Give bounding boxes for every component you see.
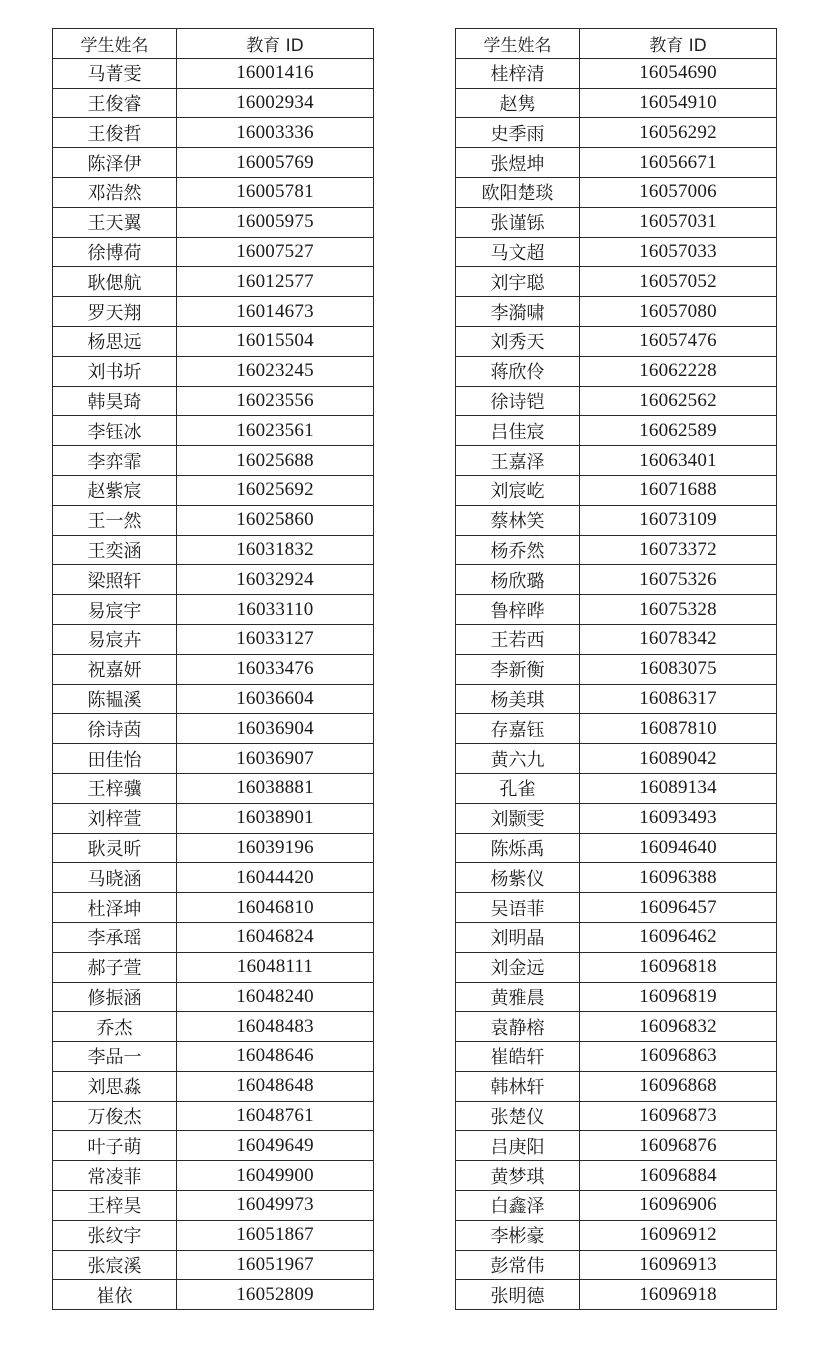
table-row [53, 297, 374, 327]
education-id-cell: 16012577 [177, 267, 374, 297]
education-id-cell: 16054690 [580, 58, 777, 88]
table-row [53, 833, 374, 863]
student-name-cell: 杜泽坤 [53, 893, 177, 923]
education-id-cell: 16031832 [177, 535, 374, 565]
education-id-cell: 16089042 [580, 744, 777, 774]
table-row [456, 803, 777, 833]
student-name-cell: 王若西 [456, 624, 580, 654]
student-name-cell: 王奕涵 [53, 535, 177, 565]
education-id-cell: 16075328 [580, 595, 777, 625]
education-id-cell: 16015504 [177, 326, 374, 356]
education-id-cell: 16096884 [580, 1161, 777, 1191]
student-name-cell: 赵隽 [456, 88, 580, 118]
education-id-cell: 16056292 [580, 118, 777, 148]
table-row [456, 863, 777, 893]
student-name-cell: 崔皓轩 [456, 1042, 580, 1072]
student-name-cell: 杨欣璐 [456, 565, 580, 595]
student-name-cell: 刘宸屹 [456, 475, 580, 505]
table-row [456, 177, 777, 207]
education-id-cell: 16096868 [580, 1071, 777, 1101]
table-row [53, 1161, 374, 1191]
education-id-cell: 16046824 [177, 922, 374, 952]
education-id-cell: 16096906 [580, 1191, 777, 1221]
student-name-cell: 修振涵 [53, 982, 177, 1012]
table-row [456, 88, 777, 118]
student-name-cell: 杨美琪 [456, 684, 580, 714]
table-row [456, 148, 777, 178]
table-row [456, 356, 777, 386]
table-row [53, 893, 374, 923]
education-id-cell: 16096873 [580, 1101, 777, 1131]
table-row [53, 237, 374, 267]
table-row [456, 714, 777, 744]
student-name-cell: 桂梓清 [456, 58, 580, 88]
table-row [456, 237, 777, 267]
student-name-cell: 耿偲航 [53, 267, 177, 297]
education-id-cell: 16048111 [177, 952, 374, 982]
table-row [53, 803, 374, 833]
education-id-cell: 16036604 [177, 684, 374, 714]
education-id-cell: 16096818 [580, 952, 777, 982]
table-row [456, 1250, 777, 1280]
education-id-cell: 16071688 [580, 475, 777, 505]
education-id-cell: 16062562 [580, 386, 777, 416]
student-name-cell: 刘明晶 [456, 922, 580, 952]
student-name-cell: 韩林轩 [456, 1071, 580, 1101]
table-row [53, 446, 374, 476]
student-name-cell: 史季雨 [456, 118, 580, 148]
education-id-cell: 16089134 [580, 773, 777, 803]
student-name-cell: 易宸卉 [53, 624, 177, 654]
table-row [456, 267, 777, 297]
education-id-cell: 16038901 [177, 803, 374, 833]
student-name-cell: 陈烁禹 [456, 833, 580, 863]
education-id-cell: 16048761 [177, 1101, 374, 1131]
student-name-cell: 张煜坤 [456, 148, 580, 178]
education-id-cell: 16083075 [580, 654, 777, 684]
student-name-cell: 张宸溪 [53, 1250, 177, 1280]
student-name-cell: 崔依 [53, 1280, 177, 1310]
table-row [456, 326, 777, 356]
student-name-cell: 王俊睿 [53, 88, 177, 118]
education-id-cell: 16051867 [177, 1220, 374, 1250]
header-row [456, 29, 777, 59]
student-name-cell: 孔雀 [456, 773, 580, 803]
student-name-cell: 张纹宇 [53, 1220, 177, 1250]
education-id-cell: 16056671 [580, 148, 777, 178]
education-id-cell: 16096388 [580, 863, 777, 893]
table-row [456, 1191, 777, 1221]
education-id-cell: 16033110 [177, 595, 374, 625]
student-name-cell: 叶子萌 [53, 1131, 177, 1161]
table-row [456, 624, 777, 654]
student-name-cell: 杨乔然 [456, 535, 580, 565]
table-row [53, 535, 374, 565]
education-id-cell: 16078342 [580, 624, 777, 654]
student-name-cell: 杨紫仪 [456, 863, 580, 893]
education-id-cell: 16087810 [580, 714, 777, 744]
education-id-cell: 16057052 [580, 267, 777, 297]
student-name-cell: 耿灵昕 [53, 833, 177, 863]
education-id-cell: 16007527 [177, 237, 374, 267]
student-name-cell: 马菁雯 [53, 58, 177, 88]
student-name-cell: 李承瑶 [53, 922, 177, 952]
table-row [456, 1131, 777, 1161]
student-name-cell: 吕佳宸 [456, 416, 580, 446]
student-table-right [455, 28, 777, 1310]
student-name-cell: 存嘉钰 [456, 714, 580, 744]
education-id-cell: 16096832 [580, 1012, 777, 1042]
education-id-cell: 16036904 [177, 714, 374, 744]
education-id-cell: 16096462 [580, 922, 777, 952]
student-name-cell: 赵紫宸 [53, 475, 177, 505]
student-table-left [52, 28, 374, 1310]
student-name-cell: 张楚仪 [456, 1101, 580, 1131]
table-row [456, 207, 777, 237]
table-row [53, 565, 374, 595]
table-row [53, 863, 374, 893]
table-row [53, 714, 374, 744]
table-row [456, 982, 777, 1012]
education-id-cell: 16057033 [580, 237, 777, 267]
student-name-cell: 欧阳楚琰 [456, 177, 580, 207]
student-name-cell: 蒋欣伶 [456, 356, 580, 386]
student-name-cell: 田佳怡 [53, 744, 177, 774]
table-row [456, 922, 777, 952]
table-row [456, 1012, 777, 1042]
student-name-cell: 陈韫溪 [53, 684, 177, 714]
table-row [456, 773, 777, 803]
table-row [53, 88, 374, 118]
column-header-id: 教育 ID [177, 29, 374, 59]
table-row [53, 1101, 374, 1131]
student-name-cell: 李彬豪 [456, 1220, 580, 1250]
student-name-cell: 马晓涵 [53, 863, 177, 893]
education-id-cell: 16005975 [177, 207, 374, 237]
student-name-cell: 黄雅晨 [456, 982, 580, 1012]
education-id-cell: 16025860 [177, 505, 374, 535]
student-name-cell: 徐博荷 [53, 237, 177, 267]
student-name-cell: 王梓骥 [53, 773, 177, 803]
student-name-cell: 刘思淼 [53, 1071, 177, 1101]
education-id-cell: 16096913 [580, 1250, 777, 1280]
student-name-cell: 马文超 [456, 237, 580, 267]
table-row [53, 773, 374, 803]
education-id-cell: 16057031 [580, 207, 777, 237]
student-name-cell: 张明德 [456, 1280, 580, 1310]
student-name-cell: 邓浩然 [53, 177, 177, 207]
education-id-cell: 16062228 [580, 356, 777, 386]
education-id-cell: 16049649 [177, 1131, 374, 1161]
student-name-cell: 罗天翔 [53, 297, 177, 327]
student-name-cell: 刘颢雯 [456, 803, 580, 833]
education-id-cell: 16051967 [177, 1250, 374, 1280]
student-name-cell: 乔杰 [53, 1012, 177, 1042]
student-name-cell: 王天翼 [53, 207, 177, 237]
education-id-cell: 16096863 [580, 1042, 777, 1072]
student-name-cell: 王嘉泽 [456, 446, 580, 476]
table-row [53, 267, 374, 297]
education-id-cell: 16063401 [580, 446, 777, 476]
education-id-cell: 16044420 [177, 863, 374, 893]
student-name-cell: 王梓昊 [53, 1191, 177, 1221]
education-id-cell: 16046810 [177, 893, 374, 923]
table-row [456, 1042, 777, 1072]
table-row [456, 595, 777, 625]
student-name-cell: 徐诗茵 [53, 714, 177, 744]
table-row [456, 1101, 777, 1131]
education-id-cell: 16096876 [580, 1131, 777, 1161]
student-name-cell: 吴语菲 [456, 893, 580, 923]
student-name-cell: 万俊杰 [53, 1101, 177, 1131]
education-id-cell: 16001416 [177, 58, 374, 88]
student-name-cell: 梁照轩 [53, 565, 177, 595]
education-id-cell: 16002934 [177, 88, 374, 118]
table-row [53, 386, 374, 416]
student-name-cell: 李钰冰 [53, 416, 177, 446]
table-row [53, 654, 374, 684]
table-row [53, 595, 374, 625]
table-row [53, 118, 374, 148]
student-name-cell: 吕庚阳 [456, 1131, 580, 1161]
education-id-cell: 16023245 [177, 356, 374, 386]
education-id-cell: 16025688 [177, 446, 374, 476]
education-id-cell: 16094640 [580, 833, 777, 863]
student-name-cell: 刘宇聪 [456, 267, 580, 297]
table-row [456, 505, 777, 535]
education-id-cell: 16096918 [580, 1280, 777, 1310]
education-id-cell: 16048483 [177, 1012, 374, 1042]
column-header-name: 学生姓名 [456, 29, 580, 59]
education-id-cell: 16075326 [580, 565, 777, 595]
student-name-cell: 王一然 [53, 505, 177, 535]
table-row [53, 1220, 374, 1250]
table-row [456, 952, 777, 982]
table-row [53, 416, 374, 446]
education-id-cell: 16086317 [580, 684, 777, 714]
table-row [53, 982, 374, 1012]
education-id-cell: 16023561 [177, 416, 374, 446]
education-id-cell: 16048646 [177, 1042, 374, 1072]
student-name-cell: 徐诗铠 [456, 386, 580, 416]
table-row [53, 356, 374, 386]
education-id-cell: 16005769 [177, 148, 374, 178]
table-row [53, 1012, 374, 1042]
table-row [456, 475, 777, 505]
table-body-right [456, 58, 777, 1309]
education-id-cell: 16057080 [580, 297, 777, 327]
student-name-cell: 王俊哲 [53, 118, 177, 148]
student-name-cell: 白鑫泽 [456, 1191, 580, 1221]
table-row [53, 684, 374, 714]
table-row [456, 1280, 777, 1310]
table-row [456, 833, 777, 863]
student-name-cell: 李新衡 [456, 654, 580, 684]
table-row [456, 446, 777, 476]
education-id-cell: 16073372 [580, 535, 777, 565]
student-name-cell: 刘梓萱 [53, 803, 177, 833]
student-name-cell: 袁静榕 [456, 1012, 580, 1042]
table-body-left [53, 58, 374, 1309]
table-row [53, 505, 374, 535]
table-row [53, 624, 374, 654]
education-id-cell: 16054910 [580, 88, 777, 118]
education-id-cell: 16025692 [177, 475, 374, 505]
education-id-cell: 16093493 [580, 803, 777, 833]
table-row [53, 148, 374, 178]
table-row [53, 744, 374, 774]
table-row [53, 952, 374, 982]
table-row [53, 475, 374, 505]
table-row [53, 1191, 374, 1221]
table-row [456, 118, 777, 148]
student-name-cell: 祝嘉妍 [53, 654, 177, 684]
education-id-cell: 16003336 [177, 118, 374, 148]
education-id-cell: 16096457 [580, 893, 777, 923]
table-row [456, 416, 777, 446]
education-id-cell: 16032924 [177, 565, 374, 595]
education-id-cell: 16023556 [177, 386, 374, 416]
column-header-name: 学生姓名 [53, 29, 177, 59]
student-name-cell: 黄梦琪 [456, 1161, 580, 1191]
student-name-cell: 刘书圻 [53, 356, 177, 386]
table-row [456, 744, 777, 774]
student-name-cell: 韩昊琦 [53, 386, 177, 416]
education-id-cell: 16062589 [580, 416, 777, 446]
table-row [456, 58, 777, 88]
education-id-cell: 16038881 [177, 773, 374, 803]
student-name-cell: 常凌菲 [53, 1161, 177, 1191]
student-name-cell: 彭常伟 [456, 1250, 580, 1280]
table-row [456, 386, 777, 416]
table-row [53, 1131, 374, 1161]
table-row [456, 565, 777, 595]
student-name-cell: 郝子萱 [53, 952, 177, 982]
table-row [456, 297, 777, 327]
column-header-id: 教育 ID [580, 29, 777, 59]
table-row [53, 177, 374, 207]
student-name-cell: 刘秀天 [456, 326, 580, 356]
table-row [456, 1220, 777, 1250]
student-name-cell: 蔡林笑 [456, 505, 580, 535]
student-name-cell: 李品一 [53, 1042, 177, 1072]
education-id-cell: 16073109 [580, 505, 777, 535]
education-id-cell: 16039196 [177, 833, 374, 863]
education-id-cell: 16048240 [177, 982, 374, 1012]
table-row [456, 654, 777, 684]
education-id-cell: 16096912 [580, 1220, 777, 1250]
education-id-cell: 16048648 [177, 1071, 374, 1101]
education-id-cell: 16014673 [177, 297, 374, 327]
education-id-cell: 16096819 [580, 982, 777, 1012]
table-row [53, 326, 374, 356]
student-name-cell: 黄六九 [456, 744, 580, 774]
student-name-cell: 易宸宇 [53, 595, 177, 625]
education-id-cell: 16005781 [177, 177, 374, 207]
table-row [53, 207, 374, 237]
student-name-cell: 陈泽伊 [53, 148, 177, 178]
education-id-cell: 16036907 [177, 744, 374, 774]
table-row [53, 1280, 374, 1310]
education-id-cell: 16049900 [177, 1161, 374, 1191]
table-row [456, 535, 777, 565]
table-row [456, 1071, 777, 1101]
table-row [53, 58, 374, 88]
education-id-cell: 16033127 [177, 624, 374, 654]
education-id-cell: 16049973 [177, 1191, 374, 1221]
student-name-cell: 李漪啸 [456, 297, 580, 327]
student-name-cell: 李弈霏 [53, 446, 177, 476]
education-id-cell: 16057476 [580, 326, 777, 356]
student-name-cell: 杨思远 [53, 326, 177, 356]
table-row [53, 1250, 374, 1280]
student-name-cell: 刘金远 [456, 952, 580, 982]
table-row [456, 1161, 777, 1191]
education-id-cell: 16033476 [177, 654, 374, 684]
student-name-cell: 张谨铄 [456, 207, 580, 237]
education-id-cell: 16057006 [580, 177, 777, 207]
table-row [53, 1042, 374, 1072]
education-id-cell: 16052809 [177, 1280, 374, 1310]
table-row [456, 684, 777, 714]
table-row [456, 893, 777, 923]
table-row [53, 1071, 374, 1101]
header-row [53, 29, 374, 59]
table-row [53, 922, 374, 952]
student-name-cell: 鲁梓晔 [456, 595, 580, 625]
